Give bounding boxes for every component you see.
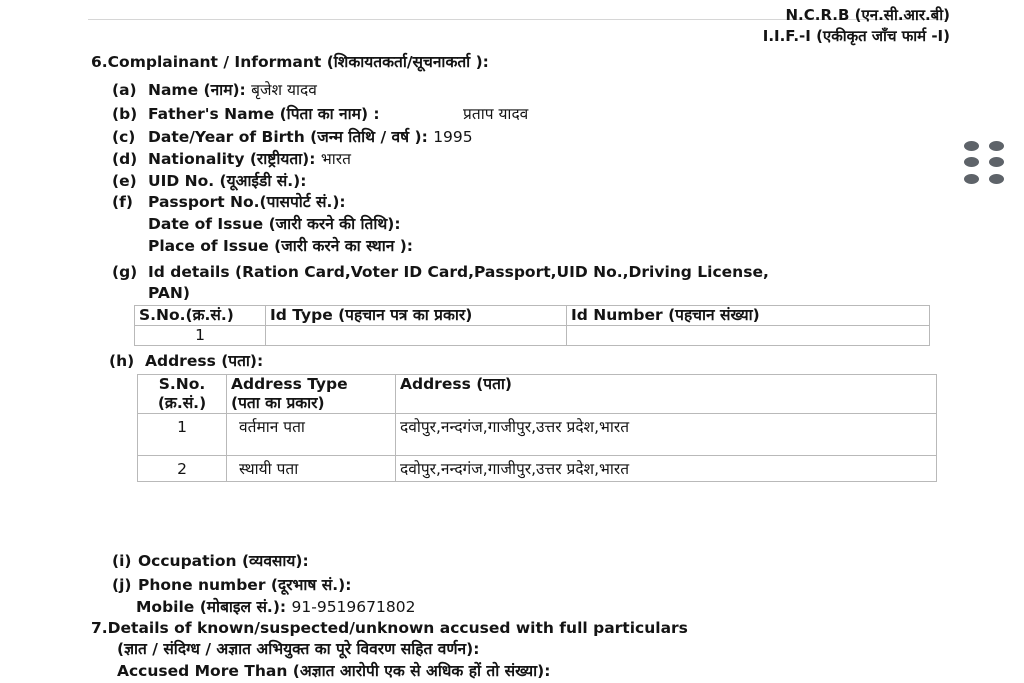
addr-row-sno: 1 bbox=[138, 414, 227, 456]
addr-col-type-line2: (पता का प्रकार) bbox=[231, 394, 325, 412]
field-issue-place: Place of Issue (जारी करने का स्थान ): bbox=[148, 237, 414, 255]
field-id-details bbox=[112, 262, 769, 282]
id-row-sno: 1 bbox=[135, 326, 266, 346]
table-row bbox=[138, 456, 937, 482]
field-occupation bbox=[112, 551, 309, 571]
id-details-label-cont: PAN) bbox=[148, 284, 190, 302]
field-label-d: (d) bbox=[112, 150, 138, 168]
name-label: Name (नाम): bbox=[148, 81, 246, 99]
field-issue-date: Date of Issue (जारी करने की तिथि): bbox=[148, 215, 401, 233]
addr-row-address: दवोपुर,नन्दगंज,गाजीपुर,उत्तर प्रदेश,भारत bbox=[396, 414, 937, 456]
mobile-value: 91-9519671802 bbox=[291, 598, 416, 616]
addr-row-sno: 2 bbox=[138, 456, 227, 482]
id-col-number: Id Number (पहचान संख्या) bbox=[567, 306, 930, 326]
field-label-g: (g) bbox=[112, 263, 138, 281]
dot bbox=[989, 141, 1004, 151]
drag-grid-icon[interactable] bbox=[964, 141, 1008, 185]
section-6-title: 6.Complainant / Informant (शिकायतकर्ता/सूचनाकर्ता ): bbox=[91, 53, 489, 71]
addr-row-address: दवोपुर,नन्दगंज,गाजीपुर,उत्तर प्रदेश,भारत bbox=[396, 456, 937, 482]
field-dob bbox=[112, 127, 473, 147]
field-name bbox=[112, 80, 317, 100]
dot bbox=[964, 141, 979, 151]
dot bbox=[989, 157, 1004, 167]
occupation-label: Occupation (व्यवसाय): bbox=[138, 552, 309, 570]
field-phone bbox=[112, 575, 351, 595]
nationality-label: Nationality (राष्ट्रीयता): bbox=[148, 150, 316, 168]
field-address bbox=[109, 351, 263, 371]
addr-col-address: Address (पता) bbox=[396, 375, 937, 414]
dot bbox=[964, 174, 979, 184]
id-row-number bbox=[567, 326, 930, 346]
dot bbox=[989, 174, 1004, 184]
field-label-c: (c) bbox=[112, 128, 136, 146]
field-father-name bbox=[112, 104, 528, 124]
accused-more-than: Accused More Than (अज्ञात आरोपी एक से अधिक हों तो संख्या): bbox=[117, 662, 551, 680]
id-row-type bbox=[266, 326, 567, 346]
field-label-e: (e) bbox=[112, 172, 137, 190]
id-col-type: Id Type (पहचान पत्र का प्रकार) bbox=[266, 306, 567, 326]
section-7-title: 7.Details of known/suspected/unknown accused with full particulars bbox=[91, 619, 688, 637]
addr-row-type: स्थायी पता bbox=[227, 456, 396, 482]
addr-col-sno-line2: (क्र.सं.) bbox=[157, 394, 207, 412]
table-row bbox=[138, 414, 937, 456]
section-7-subtitle: (ज्ञात / संदिग्ध / अज्ञात अभियुक्त का पूरे विवरण सहित वर्णन): bbox=[117, 640, 480, 658]
field-uid bbox=[112, 171, 306, 191]
address-table bbox=[137, 374, 937, 482]
passport-label: Passport No.(पासपोर्ट सं.): bbox=[148, 193, 346, 211]
addr-col-sno-line1: S.No. bbox=[158, 375, 206, 393]
field-mobile bbox=[136, 597, 415, 617]
uid-label: UID No. (यूआईडी सं.): bbox=[148, 172, 307, 190]
addr-col-sno bbox=[138, 375, 227, 414]
dot bbox=[964, 157, 979, 167]
father-name-value: प्रताप यादव bbox=[463, 105, 529, 123]
nationality-value: भारत bbox=[320, 150, 351, 168]
name-value: बृजेश यादव bbox=[251, 81, 317, 99]
field-nationality bbox=[112, 149, 351, 169]
field-label-a: (a) bbox=[112, 81, 137, 99]
field-passport bbox=[112, 192, 346, 212]
dob-value: 1995 bbox=[433, 128, 473, 146]
header-iif: I.I.F.-I (एकीकृत जाँच फार्म -I) bbox=[762, 27, 950, 45]
table-header-row bbox=[138, 375, 937, 414]
father-name-label: Father's Name (पिता का नाम) : bbox=[148, 105, 380, 123]
address-label: Address (पता): bbox=[145, 352, 264, 370]
phone-label: Phone number (दूरभाष सं.): bbox=[138, 576, 352, 594]
field-label-b: (b) bbox=[112, 105, 138, 123]
addr-col-type-line1: Address Type bbox=[231, 375, 348, 393]
addr-col-type bbox=[227, 375, 396, 414]
header-ncrb: N.C.R.B (एन.सी.आर.बी) bbox=[785, 6, 950, 24]
id-col-sno: S.No.(क्र.सं.) bbox=[135, 306, 266, 326]
table-header-row bbox=[135, 306, 930, 326]
field-label-j: (j) bbox=[112, 576, 132, 594]
field-label-h: (h) bbox=[109, 352, 135, 370]
id-details-table bbox=[134, 305, 930, 346]
dob-label: Date/Year of Birth (जन्म तिथि / वर्ष ): bbox=[148, 128, 428, 146]
field-label-f: (f) bbox=[112, 193, 133, 211]
field-label-i: (i) bbox=[112, 552, 132, 570]
id-details-label: Id details (Ration Card,Voter ID Card,Passport,UID No.,Driving License, bbox=[148, 263, 769, 281]
addr-row-type: वर्तमान पता bbox=[227, 414, 396, 456]
table-row bbox=[135, 326, 930, 346]
mobile-label: Mobile (मोबाइल सं.): bbox=[136, 598, 287, 616]
